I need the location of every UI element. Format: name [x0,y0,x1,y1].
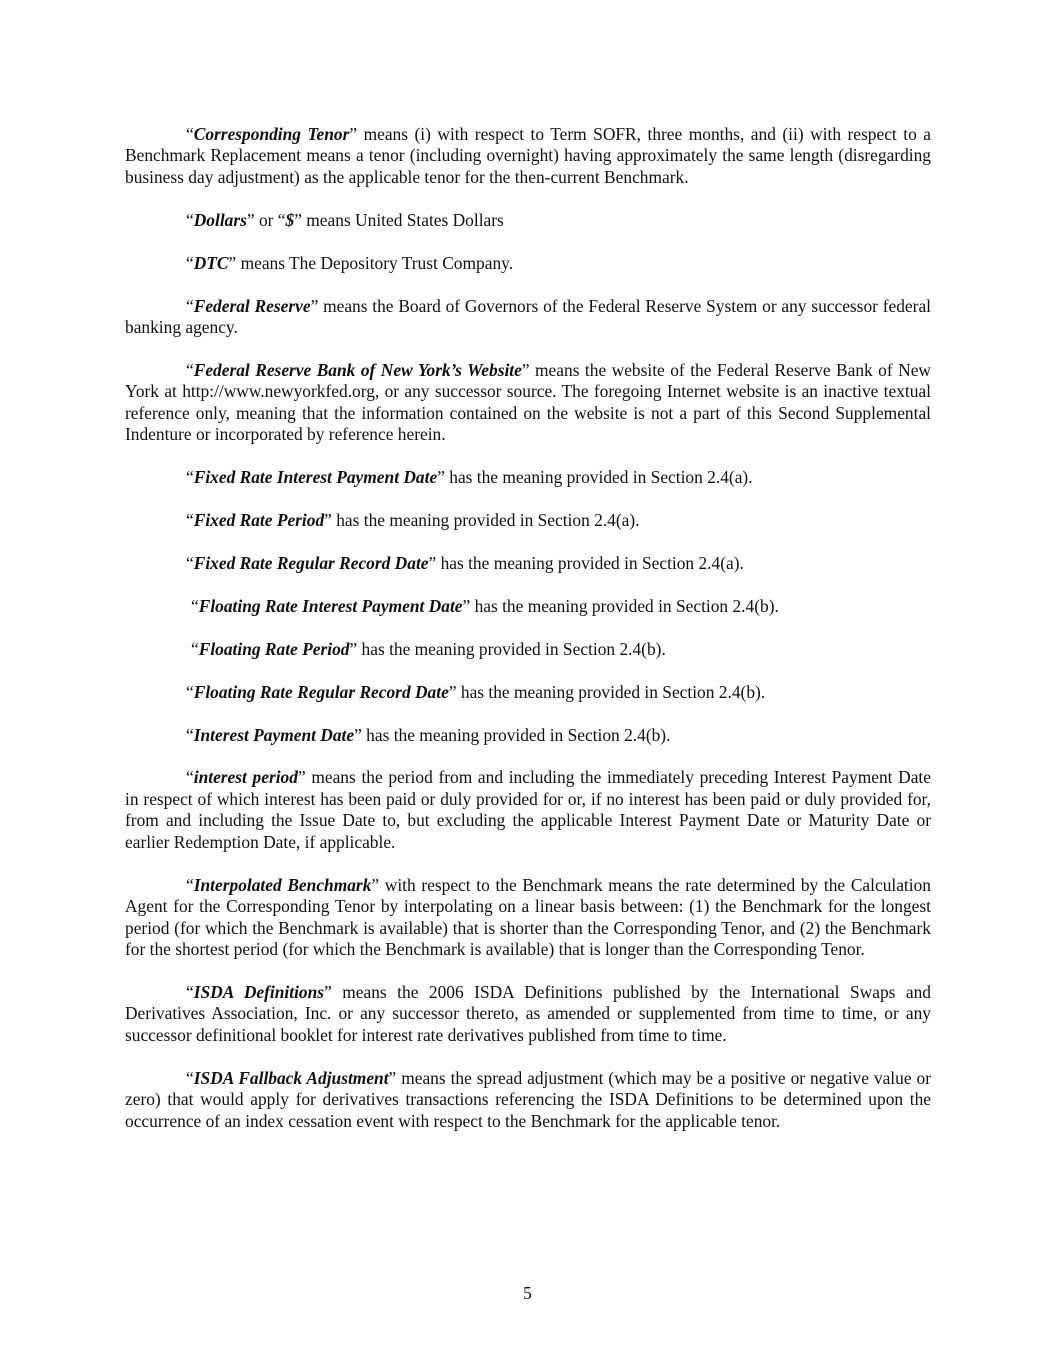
defined-term: Federal Reserve [193,295,311,316]
definition-paragraph: “Interest Payment Date” has the meaning provided in Section 2.4(b). [186,724,671,745]
definition-paragraph: “Interpolated Benchmark” with respect to the Benchmark means the rate determined by the Calculation Agent for the Corresponding Tenor by interpolating on a linear basis between: (1) the Benchmark for the longest period (for which the Benchmark is available) that is shorter than the Corresponding Tenor, and (2) the Benchmark for the shortest period (for which the Benchmark is available) that is longer than the Corresponding Tenor. [125,874,931,960]
definition-paragraph: “DTC” means The Depository Trust Company. [186,252,514,273]
definition-paragraph: “Floating Rate Regular Record Date” has the meaning provided in Section 2.4(b). [186,681,766,702]
definition-paragraph: “Fixed Rate Interest Payment Date” has the meaning provided in Section 2.4(a). [186,467,753,488]
defined-term: $ [285,209,295,230]
defined-term: Floating Rate Interest Payment Date [198,595,463,616]
document-page [125,124,931,1154]
definition-text: ” means the period from and including the immediately preceding Interest Payment Date in respect of which interest has been paid or duly provided for or, if no interest has been paid or duly provided for, from and including the Issue Date to, but excluding the applicable Interest Payment Date or Maturity Date or earlier Redemption Date, if applicable. [125,767,931,852]
definition-paragraph: “Dollars” or “$” means United States Dollars [186,209,504,230]
definition-text: ” with respect to the Benchmark means the rate determined by the Calculation Agent for the Corresponding Tenor by interpolating on a linear basis between: (1) the Benchmark for the longest period (for which the Benchmark is available) that is shorter than the Corresponding Tenor, and (2) the Benchmark for the shortest period (for which the Benchmark is available) that is longer than the Corresponding Tenor. [125,874,931,960]
defined-term: ISDA Fallback Adjustment [193,1067,389,1088]
definition-text: ” has the meaning provided in Section 2.4(a). [324,510,640,531]
definition-text: ” has the meaning provided in Section 2.4(b). [462,595,779,616]
definition-text: ” has the meaning provided in Section 2.4(a). [428,552,744,573]
definition-text: ” has the meaning provided in Section 2.4(b). [349,638,666,659]
defined-term: ISDA Definitions [193,981,325,1002]
definition-text: ” has the meaning provided in Section 2.4(b). [354,724,671,745]
definition-text: ” means The Depository Trust Company. [228,252,514,273]
definition-paragraph: “Federal Reserve Bank of New York’s Website” means the website of the Federal Reserve Bank of New York at http://www.newyorkfed.org, or any successor source. The foregoing Internet website is an inactive textual reference only, meaning that the information contained on the website is not a part of this Second Supplemental Indenture or incorporated by reference herein. [125,359,931,445]
defined-term: Dollars [193,209,247,230]
defined-term: Fixed Rate Interest Payment Date [193,467,438,488]
definition-text: ” means (i) with respect to Term SOFR, three months, and (ii) with respect to a Benchmark Replacement means a tenor (including overnight) having approximately the same length (disregarding business day adjustment) as the applicable tenor for the then-current Benchmark. [125,124,931,187]
definition-paragraph: “Floating Rate Period” has the meaning provided in Section 2.4(b). [191,638,666,659]
page-number: 5 [523,1283,532,1303]
definition-text: ” means United States Dollars [294,209,504,230]
definition-text: ” has the meaning provided in Section 2.4(b). [448,681,766,702]
defined-term: Fixed Rate Regular Record Date [193,552,429,573]
definition-text: ” means the website of the Federal Reserve Bank of New York at http://www.newyorkfed.org, or any successor source. The foregoing Internet website is an inactive textual reference only, meaning that the information contained on the website is not a part of this Second Supplemental Indenture or incorporated by reference herein. [125,359,931,445]
defined-term: Interpolated Benchmark [193,874,372,895]
definition-paragraph: “ISDA Fallback Adjustment” means the spread adjustment (which may be a positive or negative value or zero) that would apply for derivatives transactions referencing the ISDA Definitions to be determined upon the occurrence of an index cessation event with respect to the Benchmark for the applicable tenor. [125,1067,931,1131]
defined-term: Federal Reserve Bank of New York’s Website [193,359,522,380]
definition-text: ” means the Board of Governors of the Federal Reserve System or any successor federal banking agency. [125,295,931,338]
defined-term: Interest Payment Date [193,724,355,745]
definition-text: ” has the meaning provided in Section 2.4(a). [437,467,753,488]
definition-paragraph: “Fixed Rate Regular Record Date” has the meaning provided in Section 2.4(a). [186,552,744,573]
definition-text: ” means the spread adjustment (which may be a positive or negative value or zero) that would apply for derivatives transactions referencing the ISDA Definitions to be determined upon the occurrence of an index cessation event with respect to the Benchmark for the applicable tenor. [125,1067,931,1131]
defined-term: Floating Rate Regular Record Date [193,681,449,702]
definition-paragraph: “Floating Rate Interest Payment Date” has the meaning provided in Section 2.4(b). [191,595,779,616]
definition-paragraph: “Fixed Rate Period” has the meaning provided in Section 2.4(a). [186,510,640,531]
definition-paragraph: “Corresponding Tenor” means (i) with respect to Term SOFR, three months, and (ii) with respect to a Benchmark Replacement means a tenor (including overnight) having approximately the same length (disregarding business day adjustment) as the applicable tenor for the then-current Benchmark. [125,124,931,187]
definition-paragraph: “ISDA Definitions” means the 2006 ISDA Definitions published by the International Swaps and Derivatives Association, Inc. or any successor thereto, as amended or supplemented from time to time, or any successor definitional booklet for interest rate derivatives published from time to time. [125,981,931,1045]
defined-term: Corresponding Tenor [193,124,350,144]
defined-term: Floating Rate Period [198,638,350,659]
definition-text: ” or “ [246,209,286,230]
definition-text: ” means the 2006 ISDA Definitions published by the International Swaps and Derivatives Association, Inc. or any successor thereto, as amended or supplemented from time to time, or any successor definitional booklet for interest rate derivatives published from time to time. [125,981,931,1045]
definition-paragraph: “interest period” means the period from and including the immediately preceding Interest Payment Date in respect of which interest has been paid or duly provided for or, if no interest has been paid or duly provided for, from and including the Issue Date to, but excluding the applicable Interest Payment Date or Maturity Date or earlier Redemption Date, if applicable. [125,767,931,852]
definition-paragraph: “Federal Reserve” means the Board of Governors of the Federal Reserve System or any successor federal banking agency. [125,295,931,338]
defined-term: interest period [193,767,298,788]
defined-term: Fixed Rate Period [193,510,325,531]
defined-term: DTC [193,252,229,273]
